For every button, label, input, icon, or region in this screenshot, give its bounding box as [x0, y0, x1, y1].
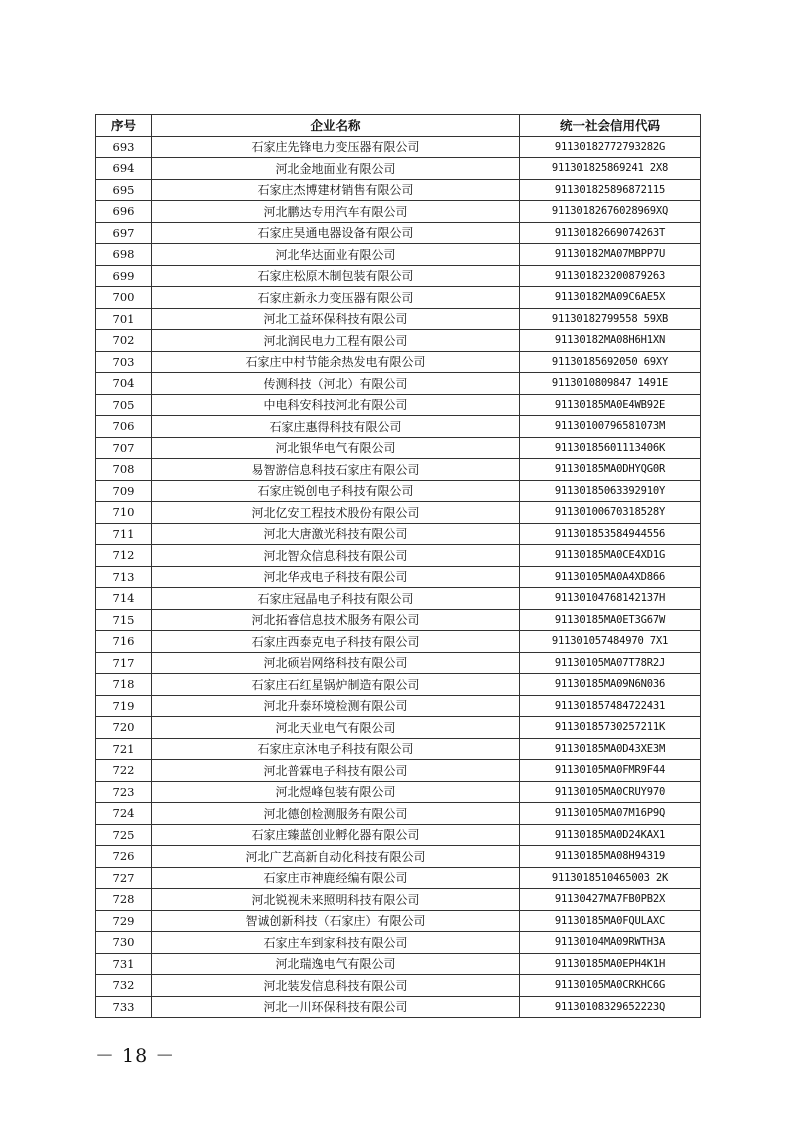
row-index: 710	[96, 502, 152, 524]
credit-code: 91130185601113406K	[520, 437, 701, 459]
row-index: 708	[96, 459, 152, 481]
row-index: 712	[96, 545, 152, 567]
credit-code: 91130105MA07M16P9Q	[520, 803, 701, 825]
row-index: 723	[96, 781, 152, 803]
credit-code: 91130108329652223Q	[520, 996, 701, 1018]
table-row	[96, 222, 701, 244]
company-name: 中电科安科技河北有限公司	[152, 394, 520, 416]
credit-code: 91130104MA09RWTH3A	[520, 932, 701, 954]
table-row	[96, 480, 701, 502]
credit-code: 911301825869241 2X8	[520, 158, 701, 180]
credit-code: 91130100670318528Y	[520, 502, 701, 524]
company-name: 智诚创新科技（石家庄）有限公司	[152, 910, 520, 932]
table-row	[96, 523, 701, 545]
row-index: 722	[96, 760, 152, 782]
row-index: 714	[96, 588, 152, 610]
table-row	[96, 545, 701, 567]
row-index: 719	[96, 695, 152, 717]
table-row	[96, 394, 701, 416]
credit-code: 91130185063392910Y	[520, 480, 701, 502]
row-index: 711	[96, 523, 152, 545]
credit-code: 911301825896872115	[520, 179, 701, 201]
credit-code: 911301853584944556	[520, 523, 701, 545]
row-index: 724	[96, 803, 152, 825]
row-index: 721	[96, 738, 152, 760]
credit-code: 91130182MA08H6H1XN	[520, 330, 701, 352]
credit-code: 91130185MA0DHYQG0R	[520, 459, 701, 481]
table-row	[96, 330, 701, 352]
row-index: 702	[96, 330, 152, 352]
company-name: 河北金地面业有限公司	[152, 158, 520, 180]
company-name: 河北银华电气有限公司	[152, 437, 520, 459]
row-index: 713	[96, 566, 152, 588]
table-row	[96, 695, 701, 717]
credit-code: 91130185MA0EPH4K1H	[520, 953, 701, 975]
company-name: 河北瑞逸电气有限公司	[152, 953, 520, 975]
row-index: 693	[96, 136, 152, 158]
page-number: － 18 －	[95, 1045, 176, 1067]
credit-code: 91130105MA0CRKHC6G	[520, 975, 701, 997]
credit-code: 9113018510465003 2K	[520, 867, 701, 889]
row-index: 720	[96, 717, 152, 739]
credit-code: 91130104768142137H	[520, 588, 701, 610]
table-row	[96, 287, 701, 309]
table-row	[96, 373, 701, 395]
credit-code: 91130185MA09N6N036	[520, 674, 701, 696]
company-name: 传测科技（河北）有限公司	[152, 373, 520, 395]
company-name: 河北拓睿信息技术服务有限公司	[152, 609, 520, 631]
company-name: 石家庄中村节能余热发电有限公司	[152, 351, 520, 373]
row-index: 726	[96, 846, 152, 868]
row-index: 695	[96, 179, 152, 201]
credit-code: 91130185MA08H94319	[520, 846, 701, 868]
row-index: 725	[96, 824, 152, 846]
credit-code: 91130182676028969XQ	[520, 201, 701, 223]
table-row	[96, 158, 701, 180]
row-index: 707	[96, 437, 152, 459]
table-row	[96, 867, 701, 889]
table-row	[96, 803, 701, 825]
company-name: 石家庄石红星锅炉制造有限公司	[152, 674, 520, 696]
row-index: 727	[96, 867, 152, 889]
table-row	[96, 760, 701, 782]
table-row	[96, 201, 701, 223]
row-index: 700	[96, 287, 152, 309]
row-index: 701	[96, 308, 152, 330]
row-index: 730	[96, 932, 152, 954]
table-row	[96, 566, 701, 588]
credit-code: 91130182772793282G	[520, 136, 701, 158]
row-index: 717	[96, 652, 152, 674]
table-row	[96, 265, 701, 287]
company-name: 河北煜峰包装有限公司	[152, 781, 520, 803]
company-name: 石家庄冠晶电子科技有限公司	[152, 588, 520, 610]
credit-code: 91130185MA0D43XE3M	[520, 738, 701, 760]
row-index: 715	[96, 609, 152, 631]
table-row	[96, 459, 701, 481]
row-index: 697	[96, 222, 152, 244]
company-name: 河北工益环保科技有限公司	[152, 308, 520, 330]
credit-code: 91130185MA0ET3G67W	[520, 609, 701, 631]
company-name: 河北天业电气有限公司	[152, 717, 520, 739]
company-name: 河北普霖电子科技有限公司	[152, 760, 520, 782]
row-index: 703	[96, 351, 152, 373]
table-row	[96, 136, 701, 158]
row-index: 704	[96, 373, 152, 395]
table-row	[96, 674, 701, 696]
row-index: 709	[96, 480, 152, 502]
table-row	[96, 244, 701, 266]
company-name: 河北智众信息科技有限公司	[152, 545, 520, 567]
enterprise-table	[95, 114, 701, 1018]
credit-code: 91130105MA07T78R2J	[520, 652, 701, 674]
credit-code: 911301057484970 7X1	[520, 631, 701, 653]
credit-code: 91130105MA0CRUY970	[520, 781, 701, 803]
row-index: 696	[96, 201, 152, 223]
credit-code: 91130185MA0D24KAX1	[520, 824, 701, 846]
table-row	[96, 889, 701, 911]
company-name: 石家庄京沐电子科技有限公司	[152, 738, 520, 760]
company-name: 河北亿安工程技术股份有限公司	[152, 502, 520, 524]
row-index: 705	[96, 394, 152, 416]
company-name: 石家庄昊通电器设备有限公司	[152, 222, 520, 244]
row-index: 729	[96, 910, 152, 932]
company-name: 河北升泰环境检测有限公司	[152, 695, 520, 717]
table-row	[96, 975, 701, 997]
credit-code: 91130100796581073M	[520, 416, 701, 438]
table-header-row	[96, 115, 701, 137]
table-row	[96, 652, 701, 674]
credit-code: 911301823200879263	[520, 265, 701, 287]
table-row	[96, 781, 701, 803]
row-index: 698	[96, 244, 152, 266]
row-index: 699	[96, 265, 152, 287]
table-body	[96, 136, 701, 1018]
table-row	[96, 179, 701, 201]
table-row	[96, 910, 701, 932]
credit-code: 91130105MA0A4XD866	[520, 566, 701, 588]
company-name: 河北润民电力工程有限公司	[152, 330, 520, 352]
row-index: 732	[96, 975, 152, 997]
company-name: 石家庄车到家科技有限公司	[152, 932, 520, 954]
credit-code: 91130185MA0CE4XD1G	[520, 545, 701, 567]
credit-code: 91130185730257211K	[520, 717, 701, 739]
row-index: 718	[96, 674, 152, 696]
row-index: 716	[96, 631, 152, 653]
credit-code: 91130182799558 59XB	[520, 308, 701, 330]
credit-code: 91130182669074263T	[520, 222, 701, 244]
table-row	[96, 437, 701, 459]
company-name: 石家庄市神鹿经编有限公司	[152, 867, 520, 889]
company-name: 河北一川环保科技有限公司	[152, 996, 520, 1018]
table-row	[96, 738, 701, 760]
credit-code: 91130185692050 69XY	[520, 351, 701, 373]
header-company-name: 企业名称	[152, 115, 520, 137]
table-row	[96, 588, 701, 610]
table-row	[96, 996, 701, 1018]
row-index: 733	[96, 996, 152, 1018]
credit-code: 91130427MA7FB0PB2X	[520, 889, 701, 911]
credit-code: 91130105MA0FMR9F44	[520, 760, 701, 782]
company-name: 石家庄惠得科技有限公司	[152, 416, 520, 438]
company-name: 河北华戎电子科技有限公司	[152, 566, 520, 588]
table-row	[96, 932, 701, 954]
company-name: 河北广艺高新自动化科技有限公司	[152, 846, 520, 868]
row-index: 706	[96, 416, 152, 438]
company-name: 易智游信息科技石家庄有限公司	[152, 459, 520, 481]
company-name: 石家庄新永力变压器有限公司	[152, 287, 520, 309]
credit-code: 911301857484722431	[520, 695, 701, 717]
table-row	[96, 953, 701, 975]
table-row	[96, 416, 701, 438]
company-name: 石家庄松原木制包装有限公司	[152, 265, 520, 287]
company-name: 河北锐视未来照明科技有限公司	[152, 889, 520, 911]
company-name: 河北硕岩网络科技有限公司	[152, 652, 520, 674]
company-name: 石家庄臻蓝创业孵化器有限公司	[152, 824, 520, 846]
company-name: 河北德创检测服务有限公司	[152, 803, 520, 825]
table-row	[96, 631, 701, 653]
credit-code: 91130182MA09C6AE5X	[520, 287, 701, 309]
table-row	[96, 351, 701, 373]
table-row	[96, 609, 701, 631]
credit-code: 91130185MA0E4WB92E	[520, 394, 701, 416]
row-index: 731	[96, 953, 152, 975]
table-row	[96, 717, 701, 739]
company-name: 河北鹏达专用汽车有限公司	[152, 201, 520, 223]
credit-code: 91130185MA0FQULAXC	[520, 910, 701, 932]
company-name: 河北装发信息科技有限公司	[152, 975, 520, 997]
row-index: 728	[96, 889, 152, 911]
company-name: 石家庄杰博建材销售有限公司	[152, 179, 520, 201]
company-name: 石家庄先锋电力变压器有限公司	[152, 136, 520, 158]
table-row	[96, 824, 701, 846]
company-name: 河北华达面业有限公司	[152, 244, 520, 266]
credit-code: 91130182MA07MBPP7U	[520, 244, 701, 266]
row-index: 694	[96, 158, 152, 180]
company-name: 石家庄西泰克电子科技有限公司	[152, 631, 520, 653]
table-row	[96, 846, 701, 868]
table-row	[96, 502, 701, 524]
credit-code: 9113010809847 1491E	[520, 373, 701, 395]
header-credit-code: 统一社会信用代码	[520, 115, 701, 137]
company-name: 河北大唐激光科技有限公司	[152, 523, 520, 545]
company-name: 石家庄锐创电子科技有限公司	[152, 480, 520, 502]
table-row	[96, 308, 701, 330]
header-index: 序号	[96, 115, 152, 137]
